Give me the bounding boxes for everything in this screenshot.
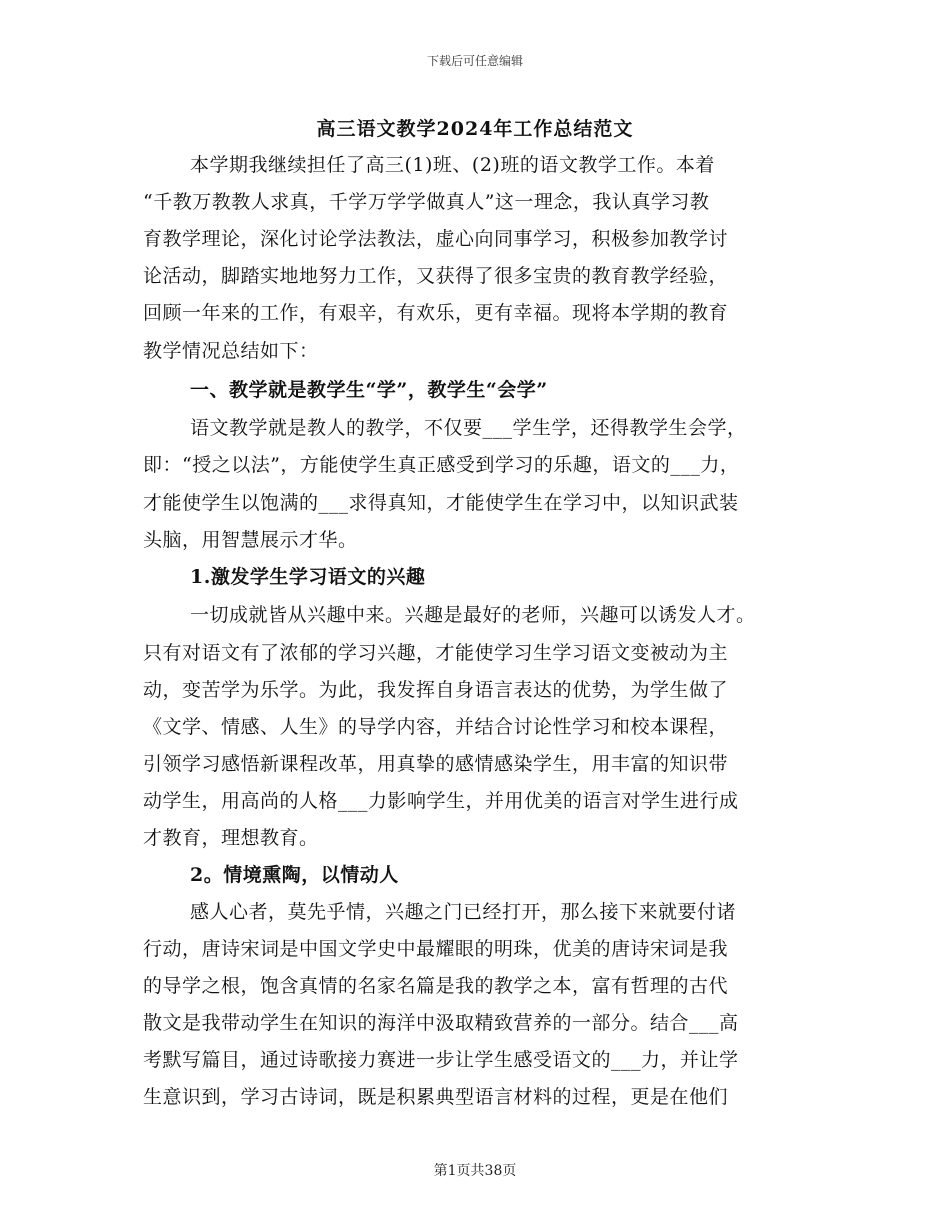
paragraph-line: 散文是我带动学生在知识的海洋中汲取精致营养的一部分。结合___高: [143, 1012, 739, 1034]
paragraph-line: 的导学之根，饱含真情的名家名篇是我的教学之本，富有哲理的古代: [143, 975, 729, 997]
paragraph-line: 育教学理论，深化讨论学法教法，虚心向同事学习，积极参加教学讨: [143, 228, 729, 250]
section-heading: 一、教学就是教学生“学”，教学生“会学”: [190, 379, 548, 401]
paragraph-line: 动，变苦学为乐学。为此，我发挥自身语言表达的优势，为学生做了: [143, 679, 729, 701]
paragraph-line: 才能使学生以饱满的___求得真知，才能使学生在学习中，以知识武装: [143, 492, 739, 514]
page-header-note: 下载后可任意编辑: [426, 54, 523, 68]
paragraph-line: 才教育，理想教育。: [143, 827, 319, 849]
paragraph-line: 回顾一年来的工作，有艰辛，有欢乐，更有幸福。现将本学期的教育: [143, 302, 729, 324]
page-number-footer: 第1页共38页: [433, 1163, 517, 1179]
paragraph-line: 感人心者，莫先乎情，兴趣之门已经打开，那么接下来就要付诸: [190, 901, 737, 923]
paragraph-line: 论活动，脚踏实地地努力工作，又获得了很多宝贵的教育教学经验，: [143, 265, 729, 287]
paragraph-line: 考默写篇目，通过诗歌接力赛进一步让学生感受语文的___力，并让学: [143, 1049, 739, 1071]
paragraph-line: 一切成就皆从兴趣中来。兴趣是最好的老师，兴趣可以诱发人才。: [190, 604, 756, 626]
paragraph-line: “千教万教教人求真，千学万学学做真人”这一理念，我认真学习教: [143, 191, 710, 213]
paragraph-line: 教学情况总结如下：: [143, 340, 319, 362]
paragraph-line: 《文学、情感、人生》的导学内容，并结合讨论性学习和校本课程，: [143, 716, 729, 738]
paragraph-line: 即：“授之以法”，方能使学生真正感受到学习的乐趣，语文的___力，: [143, 454, 740, 476]
paragraph-line: 只有对语文有了浓郁的学习兴趣，才能使学习生学习语文变被动为主: [143, 642, 729, 664]
paragraph-line: 引领学习感悟新课程改革，用真挚的感情感染学生，用丰富的知识带: [143, 753, 729, 775]
paragraph-line: 语文教学就是教人的教学，不仅要___学生学，还得教学生会学，: [190, 417, 747, 439]
paragraph-line: 生意识到，学习古诗词，既是积累典型语言材料的过程，更是在他们: [143, 1086, 729, 1108]
paragraph-line: 行动，唐诗宋词是中国文学史中最耀眼的明珠，优美的唐诗宋词是我: [143, 938, 729, 960]
paragraph-line: 动学生，用高尚的人格___力影响学生，并用优美的语言对学生进行成: [143, 790, 739, 812]
subsection-heading: 2。情境熏陶，以情动人: [190, 864, 399, 886]
paragraph-line: 本学期我继续担任了高三(1)班、(2)班的语文教学工作。本着: [190, 154, 715, 176]
document-title: 高三语文教学2024年工作总结范文: [316, 118, 634, 140]
subsection-heading: 1.激发学生学习语文的兴趣: [190, 566, 426, 588]
paragraph-line: 头脑，用智慧展示才华。: [143, 529, 358, 551]
